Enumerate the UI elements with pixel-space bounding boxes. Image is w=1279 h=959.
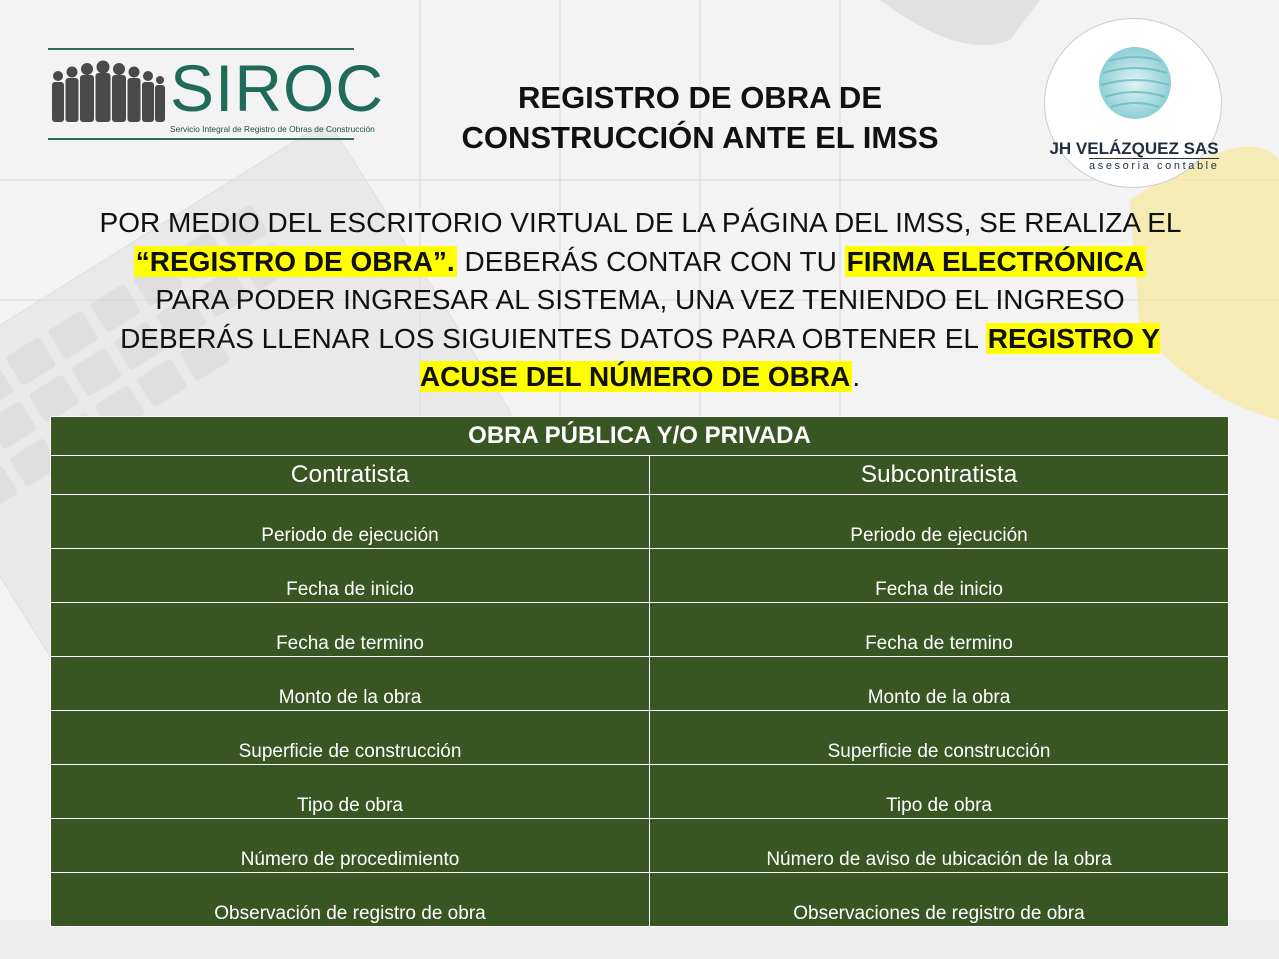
- siroc-brand: SIROC: [170, 51, 385, 125]
- highlight-registro-de-obra: “REGISTRO DE OBRA”.: [135, 245, 455, 277]
- table-row: [51, 549, 1229, 603]
- intro-paragraph: [96, 204, 1184, 397]
- column-subcontratista: Subcontratista: [650, 456, 1229, 495]
- cell-contratista: Fecha de inicio: [51, 549, 650, 603]
- table-row: [51, 873, 1229, 927]
- cell-contratista: Número de procedimiento: [51, 819, 650, 873]
- cell-subcontratista: Tipo de obra: [650, 765, 1229, 819]
- table-row: [51, 819, 1229, 873]
- cell-contratista: Fecha de termino: [51, 603, 650, 657]
- cell-contratista: Tipo de obra: [51, 765, 650, 819]
- jh-divider: [1089, 158, 1219, 159]
- cell-subcontratista: Periodo de ejecución: [650, 495, 1229, 549]
- workers-icon: [48, 58, 166, 128]
- column-contratista: Contratista: [51, 456, 650, 495]
- cell-subcontratista: Monto de la obra: [650, 657, 1229, 711]
- siroc-tagline: Servicio Integral de Registro de Obras de Construcción: [170, 124, 375, 134]
- title-line-2: CONSTRUCCIÓN ANTE EL IMSS: [461, 120, 939, 155]
- table-header-row: [51, 417, 1229, 456]
- jh-velazquez-logo: [1044, 18, 1222, 188]
- table-row: [51, 711, 1229, 765]
- cell-contratista: Observación de registro de obra: [51, 873, 650, 927]
- intro-text-3: PARA PODER INGRESAR AL SISTEMA, UNA VEZ TENIENDO EL INGRESO DEBERÁS LLENAR LOS SIGUIENTES DATOS PARA OBTENER EL: [120, 284, 1125, 354]
- siroc-logo: [48, 48, 385, 140]
- table-header: OBRA PÚBLICA Y/O PRIVADA: [51, 417, 1229, 456]
- cell-subcontratista: Superficie de construcción: [650, 711, 1229, 765]
- table-row: [51, 495, 1229, 549]
- highlight-firma-electronica: FIRMA ELECTRÓNICA: [846, 245, 1145, 277]
- jh-name: JH VELÁZQUEZ SAS: [1049, 139, 1219, 158]
- obra-table: [50, 416, 1229, 927]
- cell-subcontratista: Número de aviso de ubicación de la obra: [650, 819, 1229, 873]
- cell-contratista: Superficie de construcción: [51, 711, 650, 765]
- intro-text-1: POR MEDIO DEL ESCRITORIO VIRTUAL DE LA PÁGINA DEL IMSS, SE REALIZA EL: [99, 207, 1181, 238]
- intro-text-2: DEBERÁS CONTAR CON TU: [456, 245, 845, 277]
- jh-subtitle: asesoria contable: [1089, 160, 1220, 172]
- logo-rule-bottom: [48, 138, 354, 140]
- table-row: [51, 657, 1229, 711]
- cell-contratista: Periodo de ejecución: [51, 495, 650, 549]
- highlight-registro-acuse: REGISTRO Y ACUSE DEL NÚMERO DE OBRA: [419, 322, 1160, 392]
- page-title: [380, 78, 1020, 158]
- title-line-1: REGISTRO DE OBRA DE: [518, 80, 882, 115]
- table-column-row: [51, 456, 1229, 495]
- cell-subcontratista: Fecha de inicio: [650, 549, 1229, 603]
- table-row: [51, 765, 1229, 819]
- cell-subcontratista: Observaciones de registro de obra: [650, 873, 1229, 927]
- table-row: [51, 603, 1229, 657]
- cell-subcontratista: Fecha de termino: [650, 603, 1229, 657]
- intro-text-4: .: [852, 361, 861, 392]
- globe-icon: [1097, 43, 1173, 123]
- cell-contratista: Monto de la obra: [51, 657, 650, 711]
